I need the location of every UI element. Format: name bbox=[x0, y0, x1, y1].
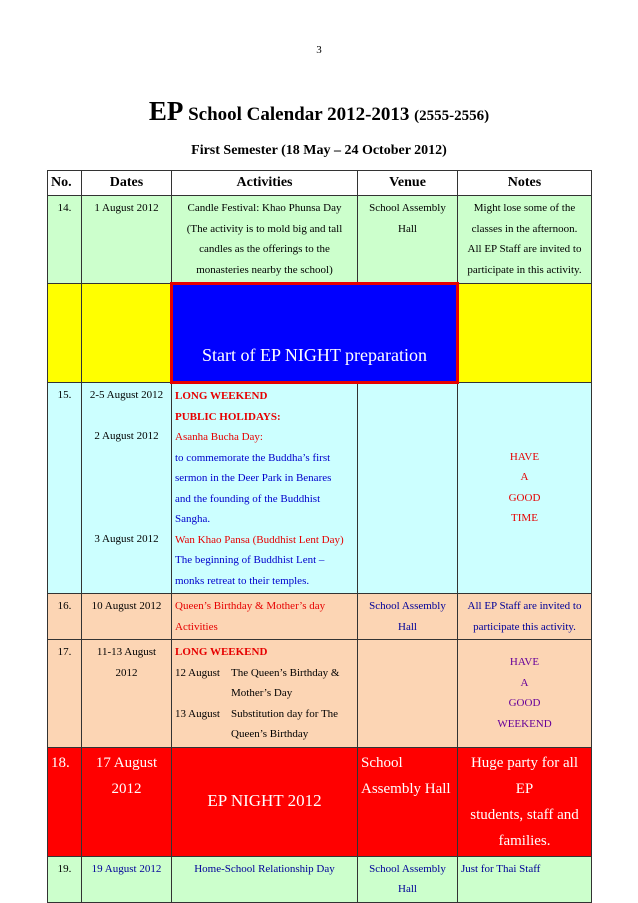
notes-line: GOOD bbox=[508, 697, 541, 710]
ep-night-activity: EP NIGHT 2012 bbox=[172, 747, 358, 856]
activity-line: monks retreat to their temples. bbox=[175, 574, 310, 587]
activity-text: The Queen’s Birthday & bbox=[231, 666, 340, 679]
activity-line: Activities bbox=[175, 620, 218, 633]
date-line: 11-13 August bbox=[96, 646, 157, 658]
row-activity: Home-School Relationship Day bbox=[172, 856, 358, 902]
table-row bbox=[48, 856, 592, 902]
document-title bbox=[0, 96, 638, 127]
row-notes bbox=[458, 747, 592, 856]
table-row bbox=[48, 594, 592, 640]
long-weekend-label: LONG WEEKEND bbox=[175, 646, 268, 658]
row-venue bbox=[358, 196, 458, 284]
row-date bbox=[82, 640, 172, 748]
activity-line: and the founding of the Buddhist bbox=[175, 492, 321, 505]
row-activity bbox=[172, 640, 358, 748]
table-row bbox=[48, 747, 592, 856]
activity-line: sermon in the Deer Park in Benares bbox=[175, 472, 332, 484]
date-line: 17 August bbox=[95, 754, 158, 771]
row-date bbox=[82, 383, 172, 594]
venue-line: Assembly Hall bbox=[361, 780, 451, 797]
notes-line: Huge party for all EP bbox=[470, 754, 579, 797]
activity-line bbox=[175, 663, 354, 684]
activity-text: Substitution day for The bbox=[231, 707, 339, 720]
title-thai-years: (2555-2556) bbox=[414, 108, 490, 124]
asanha-bucha-label: Asanha Bucha Day: bbox=[175, 431, 263, 443]
notes-line: students, staff and bbox=[470, 806, 579, 823]
row-date: 1 August 2012 bbox=[82, 196, 172, 284]
row-venue bbox=[358, 856, 458, 902]
calendar-table bbox=[47, 170, 592, 903]
activity-date: 12 August bbox=[175, 666, 220, 679]
table-row bbox=[48, 640, 592, 748]
notes-line: TIME bbox=[511, 512, 538, 524]
notes-line: A bbox=[520, 471, 529, 483]
notes-line: families. bbox=[498, 832, 551, 849]
venue-line: School Assembly bbox=[369, 862, 446, 875]
activity-line: Sangha. bbox=[175, 513, 211, 525]
row-notes bbox=[458, 594, 592, 640]
venue-line: Hall bbox=[398, 883, 417, 895]
notes-line: HAVE bbox=[509, 656, 540, 669]
date-line: 2-5 August 2012 bbox=[89, 389, 164, 401]
activity-line: monasteries nearby the school) bbox=[196, 263, 333, 276]
notes-line: Might lose some of the bbox=[473, 202, 576, 214]
title-ep: EP bbox=[148, 96, 184, 126]
venue-line: School Assembly bbox=[369, 600, 446, 612]
row-date: 19 August 2012 bbox=[82, 856, 172, 902]
activity-line: candles as the offerings to the bbox=[199, 243, 330, 255]
row-activity bbox=[172, 196, 358, 284]
row-notes: Just for Thai Staff bbox=[458, 856, 592, 902]
notes-line: participate in this activity. bbox=[467, 263, 582, 276]
row-activity bbox=[172, 383, 358, 594]
activity-line bbox=[175, 704, 354, 725]
notes-line: classes in the afternoon. bbox=[471, 222, 578, 235]
notes-line: A bbox=[520, 676, 529, 689]
title-main: School Calendar 2012-2013 bbox=[183, 104, 415, 125]
semester-subtitle: First Semester (18 May – 24 October 2012) bbox=[191, 143, 447, 158]
row-activity bbox=[172, 594, 358, 640]
venue-line: Hall bbox=[398, 222, 417, 235]
header-dates: Dates bbox=[82, 171, 172, 196]
ep-night-preparation-banner: Start of EP NIGHT preparation bbox=[172, 284, 458, 383]
banner-empty-cell bbox=[458, 284, 592, 383]
row-no: 16. bbox=[48, 594, 82, 640]
row-no: 19. bbox=[48, 856, 82, 902]
banner-empty-cell bbox=[82, 284, 172, 383]
row-venue bbox=[358, 594, 458, 640]
long-weekend-label: LONG WEEKEND bbox=[175, 390, 268, 402]
row-no: 17. bbox=[48, 640, 82, 748]
public-holidays-label: PUBLIC HOLIDAYS: bbox=[175, 410, 281, 423]
venue-line: School bbox=[361, 754, 403, 771]
row-notes bbox=[458, 383, 592, 594]
notes-line: GOOD bbox=[508, 491, 541, 504]
notes-line: All EP Staff are invited to bbox=[467, 600, 582, 612]
row-no: 15. bbox=[48, 383, 82, 594]
row-no: 14. bbox=[48, 196, 82, 284]
activity-line: The beginning of Buddhist Lent – bbox=[175, 554, 325, 566]
notes-line: participate this activity. bbox=[473, 620, 576, 633]
activity-date: 13 August bbox=[175, 707, 220, 720]
activity-line: Candle Festival: Khao Phunsa Day bbox=[187, 202, 342, 214]
table-row bbox=[48, 383, 592, 594]
row-date: 10 August 2012 bbox=[82, 594, 172, 640]
date-line: 2012 bbox=[115, 666, 138, 679]
notes-line: All EP Staff are invited to bbox=[467, 243, 582, 255]
banner-empty-cell bbox=[48, 284, 82, 383]
row-venue bbox=[358, 640, 458, 748]
activity-line: Queen’s Birthday & Mother’s day bbox=[175, 600, 326, 612]
activity-line: Queen’s Birthday bbox=[231, 728, 309, 740]
header-row bbox=[48, 171, 592, 196]
activity-line: Mother’s Day bbox=[231, 687, 293, 699]
notes-line: HAVE bbox=[509, 450, 540, 463]
row-venue bbox=[358, 383, 458, 594]
row-notes bbox=[458, 640, 592, 748]
activity-line: (The activity is to mold big and tall bbox=[186, 222, 343, 235]
notes-line: WEEKEND bbox=[497, 717, 552, 730]
date-line: 2012 bbox=[111, 780, 142, 797]
table-row bbox=[48, 196, 592, 284]
header-activities: Activities bbox=[172, 171, 358, 196]
activity-line: to commemorate the Buddha’s first bbox=[175, 451, 331, 464]
row-venue bbox=[358, 747, 458, 856]
wan-khao-pansa-label: Wan Khao Pansa (Buddhist Lent Day) bbox=[175, 533, 344, 546]
header-notes: Notes bbox=[458, 171, 592, 196]
venue-line: School Assembly bbox=[369, 202, 446, 214]
header-no: No. bbox=[48, 171, 82, 196]
header-venue: Venue bbox=[358, 171, 458, 196]
page-number: 3 bbox=[316, 44, 322, 56]
row-notes bbox=[458, 196, 592, 284]
date-line: 2 August 2012 bbox=[94, 430, 159, 442]
row-no: 18. bbox=[48, 747, 82, 856]
row-date bbox=[82, 747, 172, 856]
venue-line: Hall bbox=[398, 620, 417, 633]
date-line: 3 August 2012 bbox=[94, 532, 159, 545]
banner-row bbox=[48, 284, 592, 383]
